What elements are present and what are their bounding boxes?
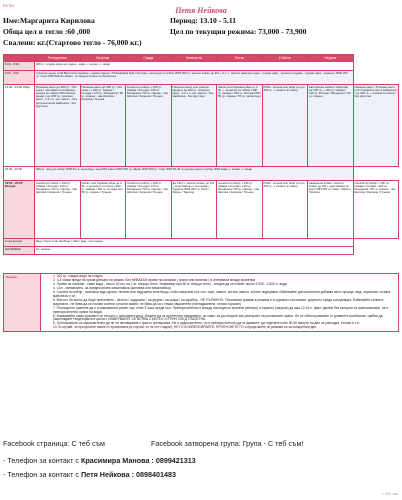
meal-plan-table <box>3 54 399 255</box>
contact-phone[interactable]: Петя Нейкова : 0898401483 <box>81 470 176 479</box>
header-cell: Четвъртък <box>171 55 217 62</box>
author-name: Петя Нейкова <box>175 6 227 15</box>
rule-item: 7. Последното хранене да е в максимално ранен час, поне 3 часа преди сън. Препоръчително е между последното хранене (вечеря) и първото (закуска) да има 12-16 ч. фаст (време без калории за храносмилане, не е препоръчително храни на вода). <box>53 305 389 314</box>
meal-cell: Риба - печена или рибе топ до 200 гр. + салата по избор <box>262 85 308 167</box>
time-cell: След вечеря <box>4 239 35 247</box>
meal-cell: До 140 гр. кисело мляко до 3% + кристанина от пъстърва + Таратор ИЛИ 200 гр. Скир / Айрян / Таратор <box>171 181 217 239</box>
watermark: с теб съм <box>382 491 398 496</box>
header-row-2 <box>3 27 307 36</box>
overall-goal: Обща цел в тегло :60 ,000 <box>3 27 91 36</box>
header-cell: Сряда <box>126 55 172 62</box>
header-row-3 <box>3 38 141 47</box>
table-row <box>4 181 399 239</box>
merged-cell: 300 гр. хладка вода на гладно , кафе -/- мляко -/- захар <box>35 62 354 71</box>
time-cell: 8:00 - 8:30 <box>4 62 35 71</box>
contact-2 <box>3 470 176 479</box>
table-row <box>4 85 399 167</box>
meal-cell: Омлет или бъркани яйца от 2 бр. + зеленчук по избор +100 гр. извара / 100 гр. Котидж ИЛИ 50 гр. сирене / 50 гр. зеленчуци <box>217 85 263 167</box>
logo: Fit Nei <box>3 3 15 8</box>
meal-cell: Салата по избор + 150 гр. извара / Котидж / 120 гр. Моцарела / 50 гр. сирене - пак Шопска / Капрезе / Гръцка <box>126 85 172 167</box>
table-row <box>4 62 399 71</box>
time-cell: 19:00 - 20:00 Вечеря <box>4 181 35 239</box>
header-cell: Неделя <box>308 55 354 62</box>
merged-cell: 2 филии черен хляб Виса или подобен + крема сирене / Philadelphia light / Котидж + зеленчук по избор ИЛИ 200 гр. кисело мляко до 3% + 2 с.л . мюсли (овесени ядки , сурови ядки , сушени плодове , сурови ядки , семена ) ИЛИ 200 гр. Скир ИЛИ 500 мл айрян , за предпочитане по-безплатен <box>35 71 354 85</box>
client-name: Име:Маргарита Кирилова <box>3 16 95 25</box>
rule-item: 9. Тренировките са задължително да не се натоварвате с фасто тренировка. Не е задължително, но е препоръчително да се движите, да отделяте поне 30-60 минути на ден за разходка, стъпки и т.н. <box>53 321 360 326</box>
header-cell: Петък <box>217 55 263 62</box>
rule-item: 8. Измервайте само сранието си теглото с постоянен уред. Можете да се претегляте ежедневно, но само, за да следите как реагирате на различните храни. Не се обезсърчавайте от дневните колебания, трябва да разглеждате тенденцията в цялост. ИЗМЕРВАЙТЕ СЕ ВСЯКА СЪБОТА СУТРИН СЛЕД ТОАЛЕТНА. <box>53 313 383 322</box>
rules-label: Правила <box>3 273 41 332</box>
rule-item: 6. Месото би могло да бъде приготвено - печено / задушено / на фурна / на скара / на фрайър . НЕ ПЪРЖЕНО. Посочения грамаж в режима е в суровото състояние, директно преди консумация. Избягвайте силните маринати - не бива да се ползва солени и пълни мазни, не бива да са с тежки овкусители (патладжанени, готови соусове) <box>53 297 384 306</box>
rules-list-container <box>41 273 399 332</box>
time-cell: 9:00 - 9:00 <box>4 71 35 85</box>
time-cell: АНАМНЕЗА <box>4 247 35 255</box>
meal-cell: Пилешко месо до 200 гр. / без кожа / + 150 гр. извара / Котидж / 120 гр. Моцарела / 50 гр. сирене - пак Шопска / Капрезе / Гръцка <box>80 85 126 167</box>
contact-1 <box>3 456 196 465</box>
time-cell: 12:00 - 14:00 Обяд <box>4 85 35 167</box>
facebook-page[interactable]: Facebook страница: С теб съм <box>3 439 105 448</box>
facebook-group[interactable]: Facebook затворена група: Група - С теб съм! <box>151 439 304 448</box>
rule-item: 5. Салата по избор - всякакъв вид сурови, печени или задушени зеленчуци, с/ябо овкусени със сол, оцет, лимон, зехтин, масло, зехтин подправки. Избягвайте допълнителни добавки като горчица, мед, паричная, сочина, майонеза и т.н. <box>53 289 391 298</box>
meal-cell: Заквасена мляко / кисело мляко до 3% + кристалина за вкус ИЛИ 200 гр. Скир / Айрян / Таратор <box>308 181 354 239</box>
meal-cell: Картофена салата / Картофи до 200 гр. + 150 гр. извара / 120 гр. Котидж / Моцарела / 50 гр. сирене <box>308 85 354 167</box>
meal-cell: Свинско месо / Телешко месо или 2 кюфтета или 2 кебапчета / до 200 гр. + салата по избор / без кругтони <box>353 85 399 167</box>
rules-list <box>53 275 395 330</box>
rule-item: 10. В случай, че пропуснете някое от храненията (в случай, че не сте гладни), НЕ ГО КОМПЕНСИРАЙТЕ, ПРОПУСНЕТЕ ГО и продължете по режима си за конкретния ден. <box>53 325 318 330</box>
meal-cell: Салата по избор + 150 гр. извара / Котидж / 120 гр. Моцарела / 50 гр. сирене - пак Шопска / Капрезе / Гръцка <box>217 181 263 239</box>
merged-cell: 300 гр. плод по избор ИЛИ 30 гр. шоколад с над 60% какао ИЛИ 500 гр. айрян ИЛИ 200 гр. Скир ИЛИ 30-40 гр.сурови ядки по избор ИЛИ кафе -/- мляко -/- захар <box>35 167 354 181</box>
rule-item: 4. Сол - минимално, за предпочитане хималайска (калиева или хималайска) <box>53 285 171 290</box>
meal-cell: Риба - печена или рибе топ до 200 гр. + салата по избор <box>262 181 308 239</box>
header-cell: Вторник <box>80 55 126 62</box>
contact-phone[interactable]: Красимира Манова : 0899421313 <box>81 456 196 465</box>
contact-prefix: - Телефон за контакт с <box>3 470 81 479</box>
meal-cell: Пилешко месо или Салата Цезар с до 200 гр. пилешко месо , 1-2 с.л. зех. масло , без майонеза , без кругтони <box>171 85 217 167</box>
header-cell: Понеделник <box>35 55 81 62</box>
meal-cell: Салата по избор + 150 гр. извара / Котидж / 120 гр. Моцарела / 50 гр. сирене - пак Шопска / Капрезе / Гръцка <box>353 181 399 239</box>
table-header-row <box>4 55 399 62</box>
period: Период: 13.10 - 5.11 <box>170 16 237 25</box>
header-row-1 <box>3 16 237 25</box>
document-header <box>0 6 402 54</box>
lost-weight: Свалени: кг.(Стартово тегло - 76,000 кг.) <box>3 38 142 47</box>
merged-cell: Мед / Жълтъчни бонбони / Чай с мед - при нужда <box>35 239 354 247</box>
rules-section <box>3 273 399 332</box>
meal-cell: Салата по избор + 150 гр. извара / Котидж / 120 гр. Моцарела / 50 гр. сирене - пак Шопска / Капрезе / Гръцка <box>126 181 172 239</box>
facebook-row <box>3 439 304 448</box>
rule-item: 2. 3-4 хапки преди на храна днешно по режим. Без НИКАКЪВ прием на калории ( храни или напитки ) в интервала между хранения <box>53 277 256 282</box>
meal-cell: Омлет или бъркани яйца до 2 бр. + зеленчук по избор +100 гр. извара / 100 гр. Котидж или 50 гр. сирене / Гръцка <box>80 181 126 239</box>
meal-cell: Салата по избор + 150 гр. извара / Котидж / 120 гр. Моцарела / 50 гр. сирене - пак Шопска / Капрезе / Гръцка <box>35 181 81 239</box>
merged-cell: Кл. заряне <box>35 247 354 255</box>
table-row <box>4 247 399 255</box>
contact-prefix: - Телефон за контакт с <box>3 456 81 465</box>
header-cell: Събота <box>262 55 308 62</box>
table-row <box>4 71 399 85</box>
rule-item: 3. Прием на напитки - само вода - около 30 мл. на 1 кг. текущо тегло. Например при 80 кг текущо тегло - следва да се изпият около 2,000 - 2,500 л. вода <box>53 281 287 286</box>
rule-item: 1. 300 гр. хладка вода на гладно <box>53 274 103 278</box>
header-cell <box>4 55 35 62</box>
table-row <box>4 167 399 181</box>
time-cell: 15:00 - 16:00 <box>4 167 35 181</box>
table-row <box>4 239 399 247</box>
meal-cell: Пилешко месо до 200 гр. / без кожа / гриловано или варено , салата по избор ИЛИ Салата Цезар с до 200 гр. пилешко месо , 1-2 с.л. зех. масло , без допълнителни майонеза , без кругтони <box>35 85 81 167</box>
current-goal: Цел по текущия режима: 73,000 - 73,900 <box>170 27 307 36</box>
